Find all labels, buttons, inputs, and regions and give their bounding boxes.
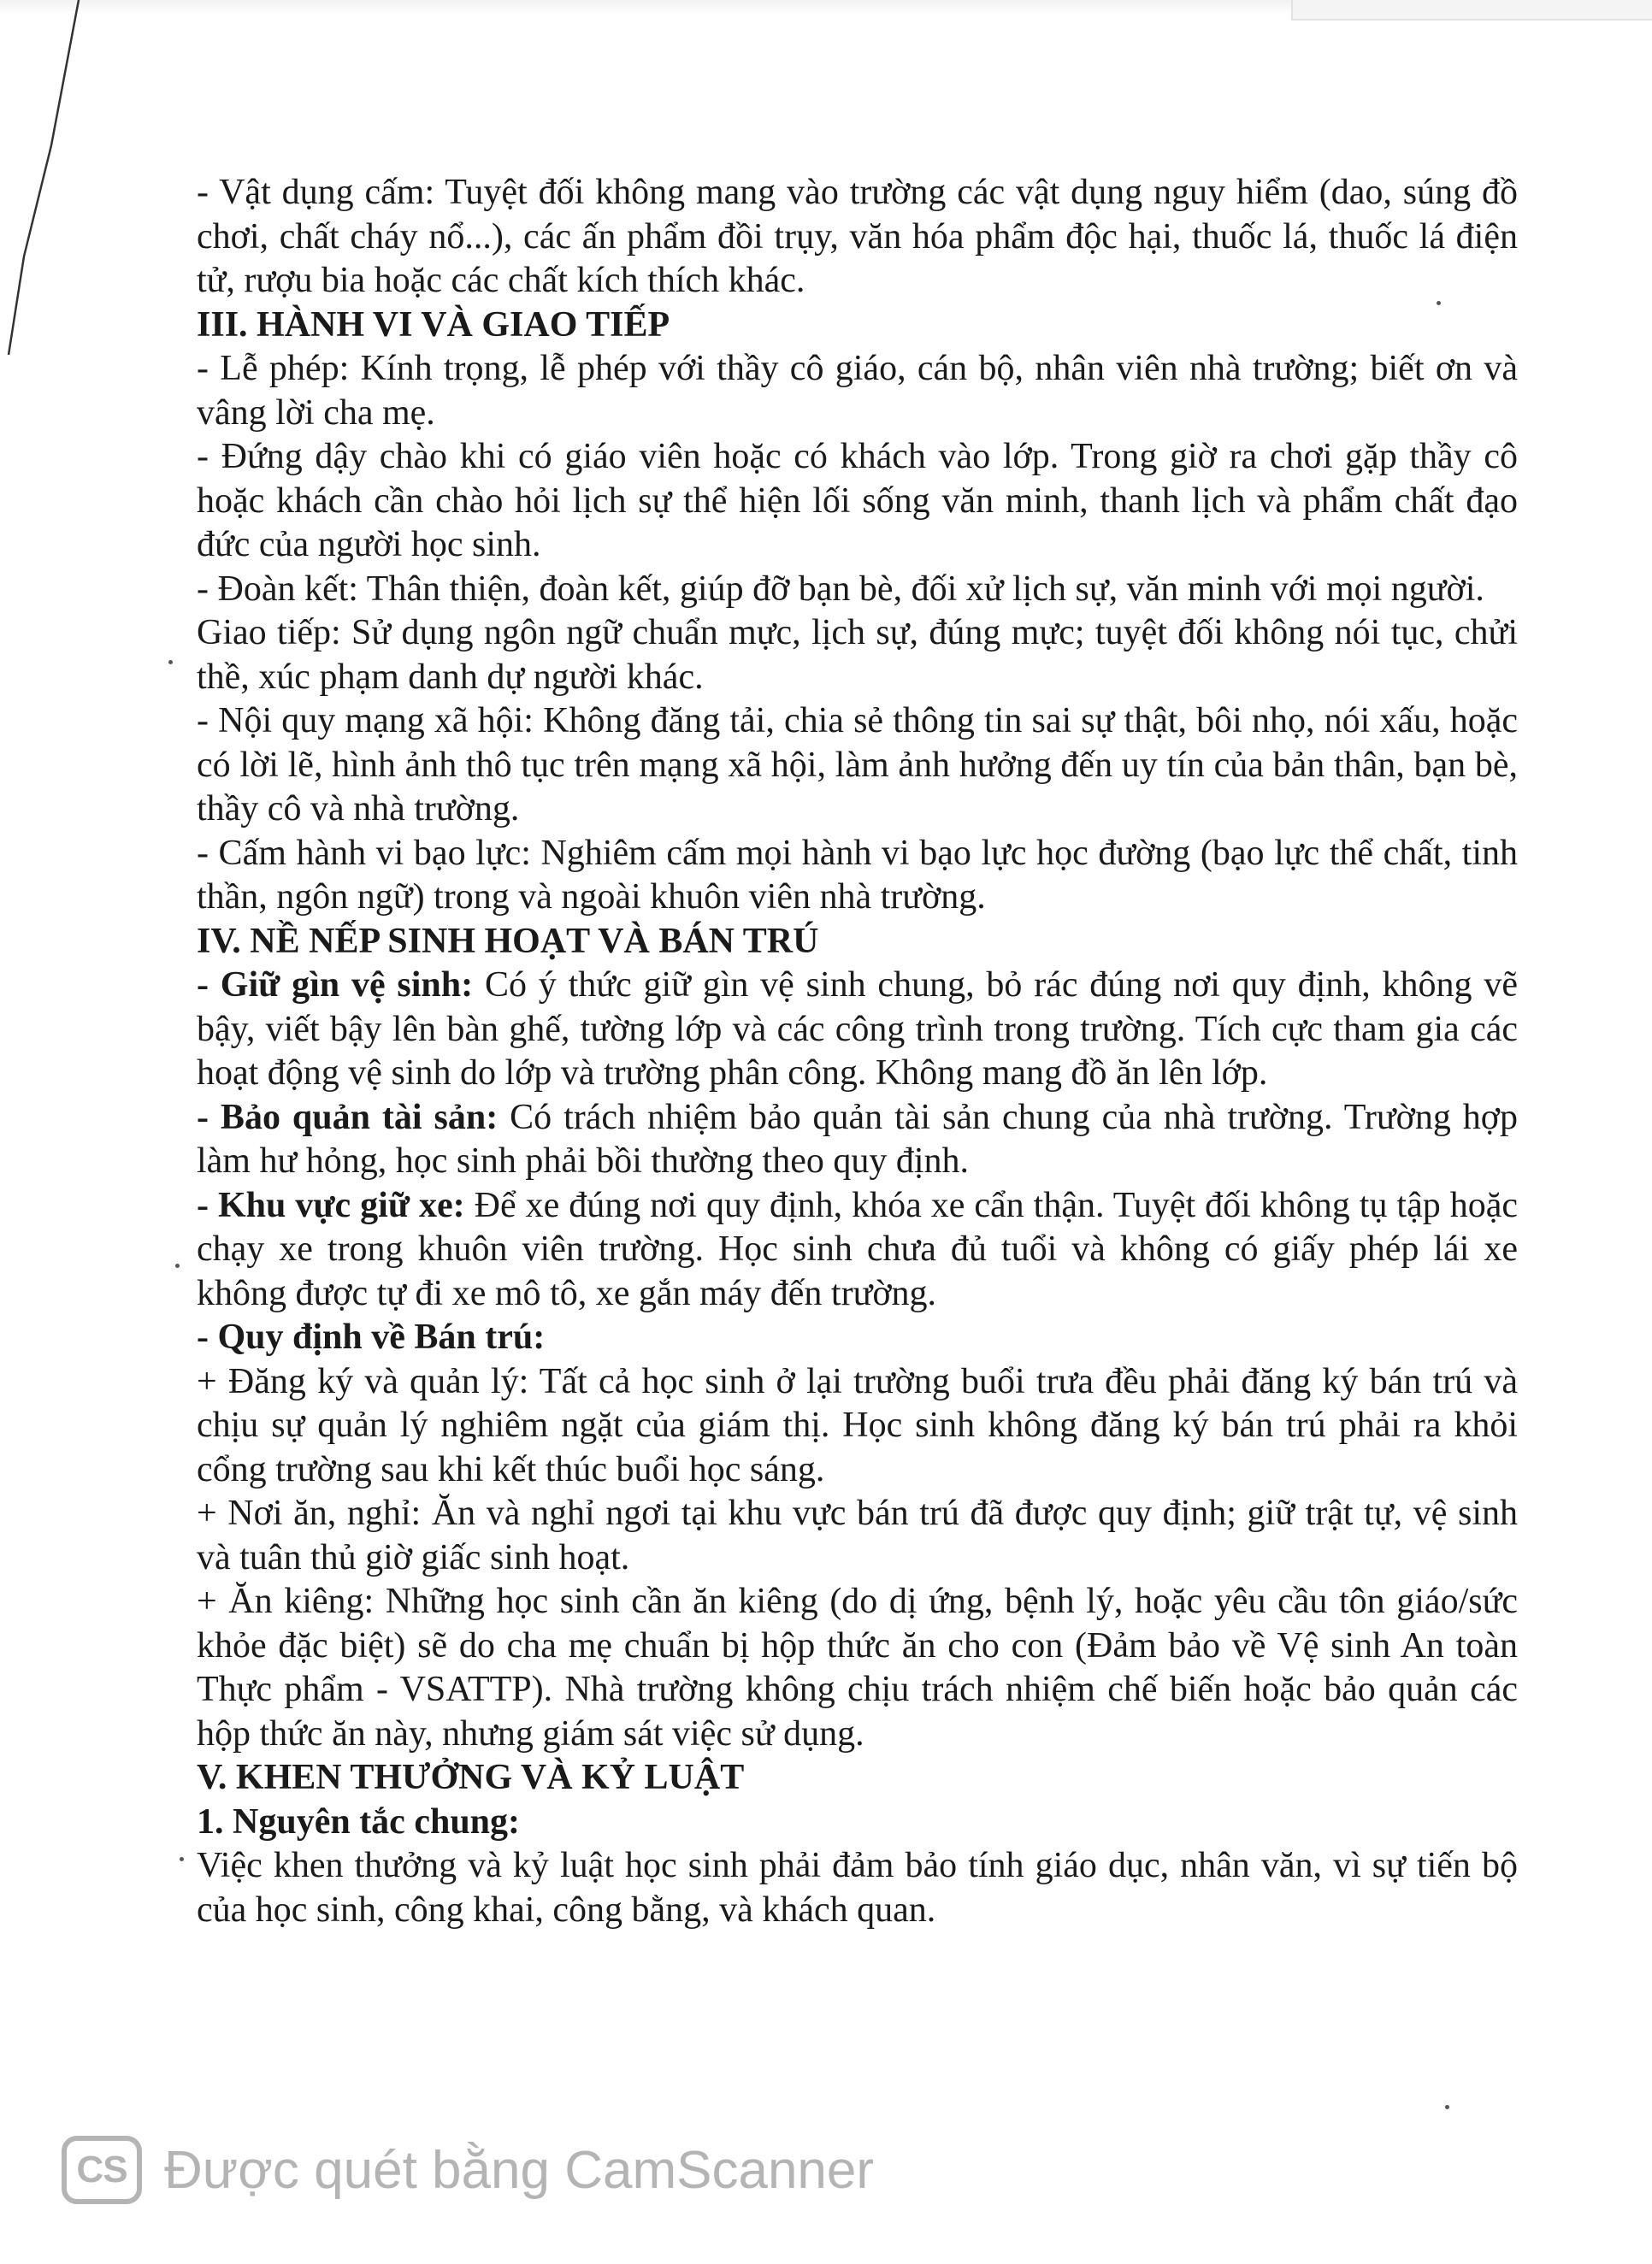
- paragraph-quy-dinh-ban-tru: [197, 1316, 1518, 1360]
- subheading-nguyen-tac-chung: 1. Nguyên tắc chung:: [197, 1801, 521, 1842]
- text-khu-vuc-giu-xe: Để xe đúng nơi quy định, khóa xe cẩn thận. Tuyệt đối không tụ tập hoặc chạy xe trong khuôn viên trường. Học sinh chưa đủ tuổi và không có giấy phép lái xe không được tự đi xe mô tô, xe gắn máy đến trường.: [197, 1185, 1519, 1313]
- section-heading-iii: III. HÀNH VI VÀ GIAO TIẾP: [197, 304, 670, 345]
- document-body: [197, 171, 1518, 1932]
- paragraph-le-phep: - Lễ phép: Kính trọng, lễ phép với thầy cô giáo, cán bộ, nhân viên nhà trường; biết ơn và vâng lời cha mẹ.: [197, 349, 1518, 433]
- watermark-text: Được quét bằng CamScanner: [164, 2140, 875, 2200]
- paragraph-noi-quy-mang-xa-hoi: - Nội quy mạng xã hội: Không đăng tải, chia sẻ thông tin sai sự thật, bôi nhọ, nói xấu, hoặc có lời lẽ, hình ảnh thô tục trên mạng xã hội, làm ảnh hưởng đến uy tín của bản thân, bạn bè, thầy cô và nhà trường.: [197, 701, 1518, 828]
- paragraph-cam-bao-luc: - Cấm hành vi bạo lực: Nghiêm cấm mọi hành vi bạo lực học đường (bạo lực thể chất, tinh thần, ngôn ngữ) trong và ngoài khuôn viên nhà trường.: [197, 833, 1518, 917]
- camscanner-logo-icon: CS: [62, 2136, 142, 2204]
- scan-edge-line: [0, 0, 120, 359]
- label-giu-gin-ve-sinh: - Giữ gìn vệ sinh:: [197, 965, 474, 1005]
- paragraph-dang-ky-quan-ly: + Đăng ký và quản lý: Tất cả học sinh ở lại trường buổi trưa đều phải đăng ký bán trú và chịu sự quản lý nghiêm ngặt của giám thị. Học sinh không đăng ký bán trú phải ra khỏi cổng trường sau khi kết thúc buổi học sáng.: [197, 1361, 1518, 1489]
- paragraph-nguyen-tac: Việc khen thưởng và kỷ luật học sinh phải đảm bảo tính giáo dục, nhân văn, vì sự tiến bộ của học sinh, công khai, công bằng, và khách quan.: [197, 1846, 1518, 1930]
- paragraph-noi-an-nghi: + Nơi ăn, nghỉ: Ăn và nghỉ ngơi tại khu vực bán trú đã được quy định; giữ trật tự, vệ sinh và tuân thủ giờ giấc sinh hoạt.: [197, 1494, 1518, 1577]
- scan-top-shadow: [0, 0, 1300, 15]
- paragraph-dung-day-chao: - Đứng dậy chào khi có giáo viên hoặc có khách vào lớp. Trong giờ ra chơi gặp thầy cô hoặc khách cần chào hỏi lịch sự thể hiện lối sống văn minh, thanh lịch và phẩm chất đạo đức của người học sinh.: [197, 437, 1518, 564]
- label-khu-vuc-giu-xe: - Khu vực giữ xe:: [197, 1185, 465, 1225]
- scan-speck: [1445, 2105, 1449, 2109]
- paragraph-an-kieng: + Ăn kiêng: Những học sinh cần ăn kiêng (do dị ứng, bệnh lý, hoặc yêu cầu tôn giáo/sức khỏe đặc biệt) sẽ do cha mẹ chuẩn bị hộp thức ăn cho con (Đảm bảo về Vệ sinh An toàn Thực phẩm - VSATTP). Nhà trường không chịu trách nhiệm chế biến hoặc bảo quản các hộp thức ăn này, nhưng giám sát việc sử dụng.: [197, 1582, 1518, 1754]
- scan-page-corner: [1291, 0, 1652, 21]
- paragraph-vat-dung-cam: - Vật dụng cấm: Tuyệt đối không mang vào trường các vật dụng nguy hiểm (dao, súng đồ chơi, chất cháy nổ...), các ấn phẩm đồi trụy, văn hóa phẩm độc hại, thuốc lá, thuốc lá điện tử, rượu bia hoặc các chất kích thích khác.: [197, 173, 1518, 300]
- text-giu-gin-ve-sinh: Có ý thức giữ gìn vệ sinh chung, bỏ rác đúng nơi quy định, không vẽ bậy, viết bậy lên bàn ghế, tường lớp và các công trình trong trường. Tích cực tham gia các hoạt động vệ sinh do lớp và trường phân công. Không mang đồ ăn lên lớp.: [197, 965, 1518, 1093]
- paragraph-khu-vuc-giu-xe: [197, 1184, 1518, 1317]
- text-bao-quan-tai-san: Có trách nhiệm bảo quản tài sản chung của nhà trường. Trường hợp làm hư hỏng, học sinh phải bồi thường theo quy định.: [197, 1097, 1519, 1181]
- paragraph-bao-quan-tai-san: [197, 1096, 1518, 1184]
- label-quy-dinh-ban-tru: - Quy định về Bán trú:: [197, 1318, 546, 1357]
- paragraph-giu-gin-ve-sinh: [197, 964, 1518, 1096]
- label-bao-quan-tai-san: - Bảo quản tài sản:: [197, 1097, 499, 1137]
- section-heading-iv: IV. NỀ NẾP SINH HOẠT VÀ BÁN TRÚ: [197, 921, 819, 961]
- paragraph-giao-tiep: Giao tiếp: Sử dụng ngôn ngữ chuẩn mực, lịch sự, đúng mực; tuyệt đối không nói tục, chửi thề, xúc phạm danh dự người khác.: [197, 613, 1518, 697]
- scan-speck: [180, 1857, 184, 1861]
- paragraph-doan-ket: - Đoàn kết: Thân thiện, đoàn kết, giúp đỡ bạn bè, đối xử lịch sự, văn minh với mọi người.: [197, 569, 1484, 609]
- scan-speck: [175, 1264, 180, 1268]
- scan-speck: [168, 660, 173, 664]
- camscanner-watermark: [62, 2129, 874, 2211]
- section-heading-v: V. KHEN THƯỞNG VÀ KỶ LUẬT: [197, 1758, 745, 1797]
